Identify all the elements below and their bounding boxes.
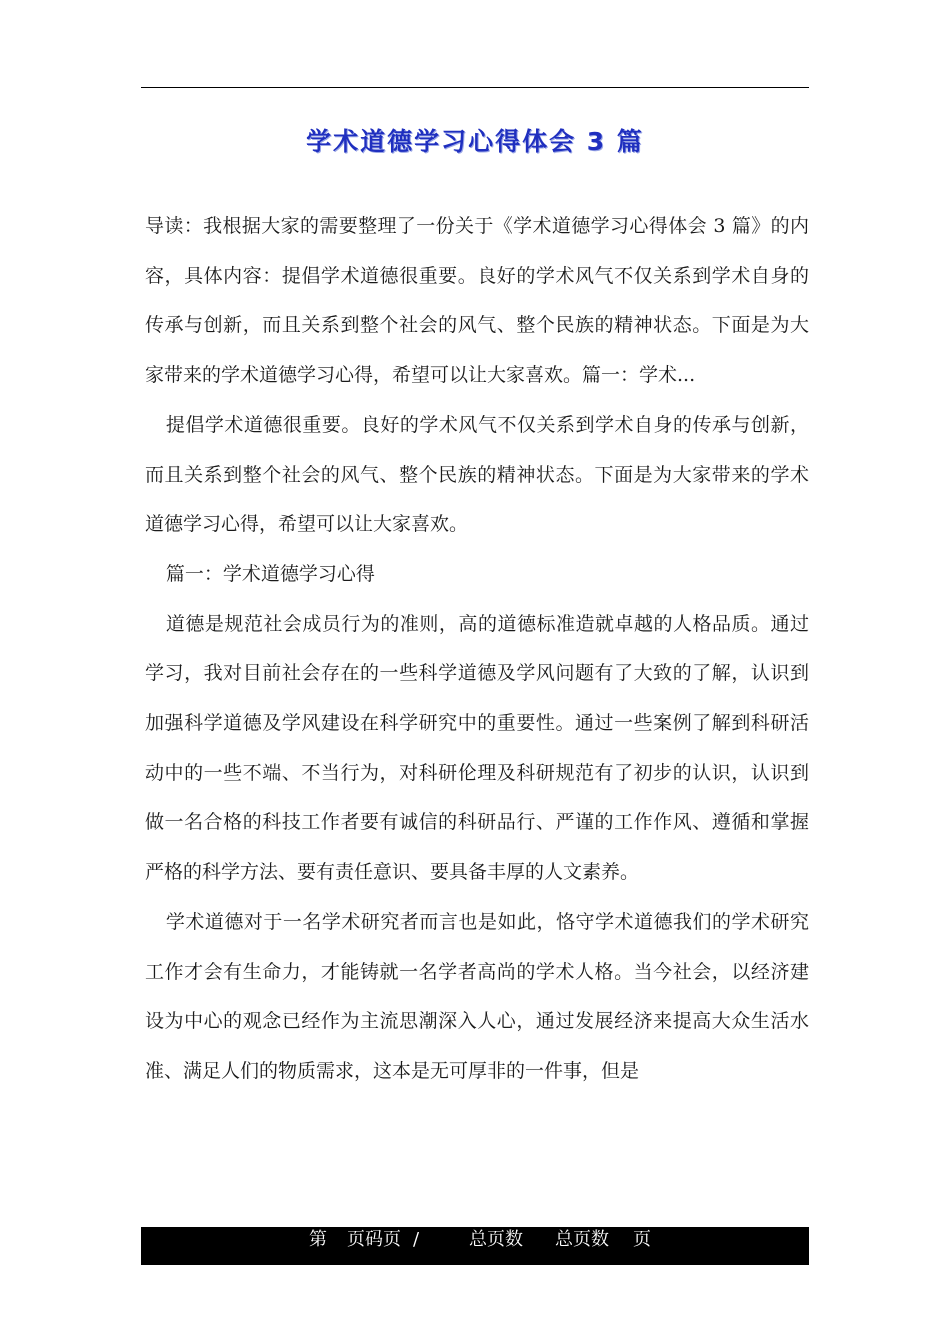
body-paragraph-2: 道德是规范社会成员行为的准则，高的道德标准造就卓越的人格品质。通过学习，我对目前社会存在的一些科学道德及学风问题有了大致的了解，认识到加强科学道德及学风建设在科学研究中的重要性。通过一些案例了解到科研活动中的一些不端、不当行为，对科研伦理及科研规范有了初步的认识，认识到做一名合格的科技工作者要有诚信的科研品行、严谨的工作作风、遵循和掌握严格的科学方法、要有责任意识、要具备丰厚的人文素养。 — [145, 612, 809, 884]
body-paragraph-1: 提倡学术道德很重要。良好的学术风气不仅关系到学术自身的传承与创新，而且关系到整个社会的风气、整个民族的精神状态。下面是为大家带来的学术道德学习心得，希望可以让大家喜欢。 — [145, 413, 809, 536]
page-footer — [141, 1227, 809, 1265]
footer-total-pages-a: 总页数 — [469, 1229, 523, 1250]
body-paragraph-3: 学术道德对于一名学术研究者而言也是如此，恪守学术道德我们的学术研究工作才会有生命力，才能铸就一名学者高尚的学术人格。当今社会，以经济建设为中心的观念已经作为主流思潮深入人心，通过发展经济来提高大众生活水准、满足人们的物质需求，这本是无可厚非的一件事，但是 — [145, 910, 809, 1082]
footer-label-ye: 页 — [633, 1229, 651, 1250]
document-title: 学术道德学习心得体会 3 篇 — [306, 127, 644, 156]
footer-label-di: 第 — [309, 1229, 327, 1250]
header-rule — [141, 87, 809, 88]
footer-total-pages-b: 总页数 — [555, 1229, 609, 1250]
section-heading: 篇一：学术道德学习心得 — [165, 562, 375, 585]
intro-paragraph: 导读：我根据大家的需要整理了一份关于《学术道德学习心得体会 3 篇》的内容，具体内容：提倡学术道德很重要。良好的学术风气不仅关系到学术自身的传承与创新，而且关系到整个社会的风气、整个民族的精神状态。下面是为大家带来的学术道德学习心得，希望可以让大家喜欢。篇一：学术... — [145, 215, 809, 387]
document-body — [145, 202, 809, 1097]
footer-separator: / — [413, 1229, 420, 1250]
footer-page-number: 页码页 — [347, 1229, 401, 1250]
